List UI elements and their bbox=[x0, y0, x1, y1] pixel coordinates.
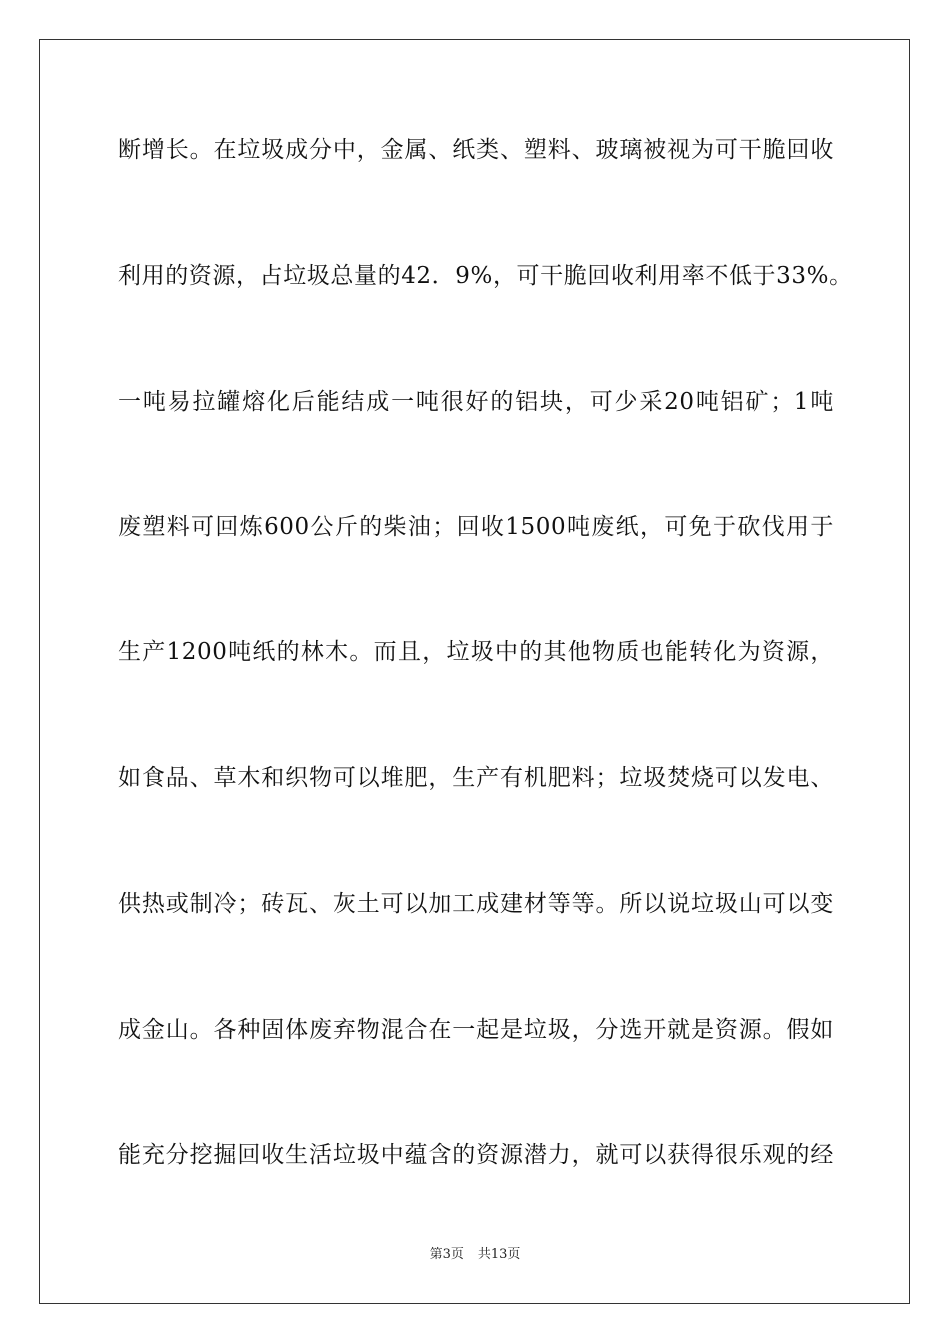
body-line: 废塑料可回炼600公斤的柴油；回收1500吨废纸，可免于砍伐用于 bbox=[118, 514, 834, 540]
page-border bbox=[39, 39, 910, 1304]
body-line: 一吨易拉罐熔化后能结成一吨很好的铝块，可少采20吨铝矿；1吨 bbox=[118, 389, 834, 415]
body-line: 供热或制冷；砖瓦、灰土可以加工成建材等等。所以说垃圾山可以变 bbox=[118, 891, 834, 917]
page-total: 共13页 bbox=[477, 1247, 521, 1262]
body-line: 如食品、草木和织物可以堆肥，生产有机肥料；垃圾焚烧可以发电、 bbox=[118, 765, 834, 791]
body-line: 成金山。各种固体废弃物混合在一起是垃圾，分选开就是资源。假如 bbox=[118, 1017, 834, 1043]
body-line: 利用的资源，占垃圾总量的42．9%，可干脆回收利用率不低于33%。 bbox=[118, 263, 853, 289]
body-line: 生产1200吨纸的林木。而且，垃圾中的其他物质也能转化为资源， bbox=[118, 639, 834, 665]
body-line: 断增长。在垃圾成分中，金属、纸类、塑料、玻璃被视为可干脆回收 bbox=[118, 137, 834, 163]
page-number: 第3页 bbox=[429, 1247, 464, 1262]
page-footer bbox=[0, 1246, 950, 1264]
body-line: 能充分挖掘回收生活垃圾中蕴含的资源潜力，就可以获得很乐观的经 bbox=[118, 1142, 834, 1168]
